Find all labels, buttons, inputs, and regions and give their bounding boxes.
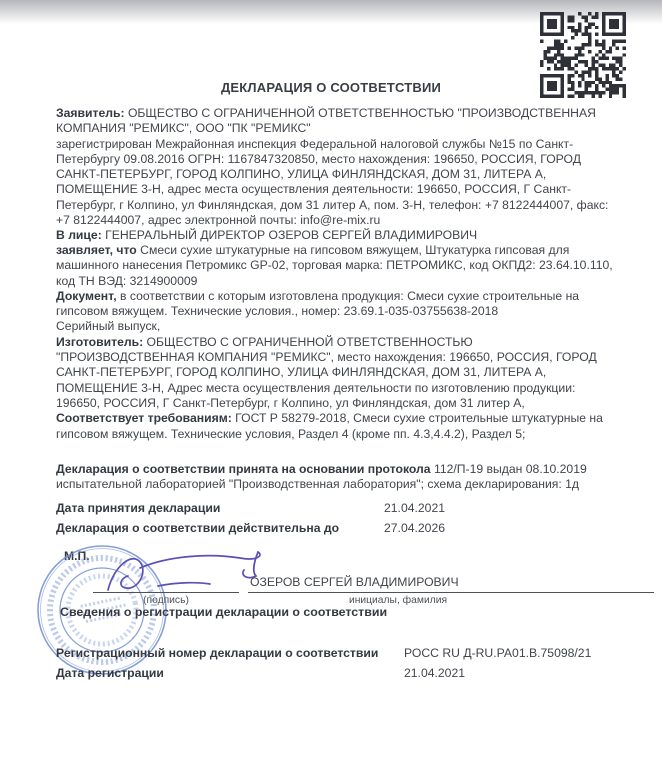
registration-number-label: Регистрационный номер декларации о соответствии bbox=[56, 646, 379, 660]
represented-by-value: ГЕНЕРАЛЬНЫЙ ДИРЕКТОР ОЗЕРОВ СЕРГЕЙ ВЛАДИМИРОВИЧ bbox=[101, 228, 478, 243]
registration-number-value: РОСС RU Д-RU.РА01.В.75098/21 bbox=[404, 646, 592, 660]
manufacturer-line bbox=[56, 335, 613, 411]
registration-date-value: 21.04.2021 bbox=[404, 666, 465, 681]
serial-line: Серийный выпуск, bbox=[56, 319, 161, 334]
applicant-registration: зарегистрирован Межрайонная инспекция Федеральной налоговой службы №15 по Санкт-Петербургу 09.08.2016 ОГРН: 1167847320850, место нахождения: 196650, РОССИЯ, ГОРОД САНКТ-ПЕТЕРБУРГ, ГОРОД КОЛПИНО, УЛИЦА ФИНЛЯНДСКАЯ, ДОМ 31, ЛИТЕРА А, ПОМЕЩЕНИЕ 3-Н, адрес места осуществления деятельности: 196650, РОССИЯ, Г Санкт-Петербург, г Колпино, ул Финляндская, дом 31 литер А, пом. 3-Н, телефон: +7 8122444007, факс: +7 8122444007, адрес электронной почты: info@re-mix.ru bbox=[56, 136, 609, 228]
basis-line bbox=[56, 462, 587, 491]
applicant-intro bbox=[56, 106, 596, 135]
document-line bbox=[56, 289, 613, 320]
page-title: ДЕКЛАРАЦИЯ О СООТВЕТСТВИИ bbox=[220, 80, 442, 95]
declares-line bbox=[56, 243, 613, 289]
registration-section-heading: Сведения о регистрации декларации о соответствии bbox=[60, 605, 388, 619]
document-label: Документ, bbox=[56, 288, 117, 303]
dates-block bbox=[56, 501, 613, 542]
valid-until-value: 27.04.2026 bbox=[384, 521, 445, 536]
registration-date-row bbox=[56, 666, 613, 681]
applicant-name: ОБЩЕСТВО С ОГРАНИЧЕННОЙ ОТВЕТСТВЕННОСТЬЮ "ПРОИЗВОДСТВЕННАЯ КОМПАНИЯ "РЕМИКС", ООО "ПК "РЕМИКС" bbox=[56, 106, 596, 136]
valid-until-row bbox=[56, 521, 613, 536]
conforms-line bbox=[56, 411, 613, 442]
registration-block bbox=[56, 646, 613, 687]
manufacturer-label: Изготовитель: bbox=[56, 334, 144, 349]
adoption-date-value: 21.04.2021 bbox=[384, 501, 445, 515]
applicant-label: Заявитель: bbox=[56, 106, 125, 120]
adoption-date-row bbox=[56, 501, 613, 516]
declaration-body bbox=[56, 243, 613, 442]
basis-value: 112/П-19 выдан 08.10.2019 испытательной лабораторией "Производственная лаборатория"; схема декларирования: 1д bbox=[56, 462, 587, 492]
basis-label: Декларация о соответствии принята на основании протокола bbox=[56, 462, 431, 476]
conforms-label: Соответствует требованиям: bbox=[56, 411, 232, 426]
represented-by-label: В лице: bbox=[56, 228, 102, 243]
applicant-paragraph bbox=[56, 106, 613, 244]
name-line bbox=[248, 592, 654, 593]
basis-paragraph bbox=[56, 462, 613, 493]
signature-caption: (подпись) bbox=[143, 595, 189, 606]
document-value: в соответствии с которым изготовлена продукция: Смеси сухие строительные на гипсовом вяжущем. Технические условия., номер: 23.69.1-035-03755638-2018 bbox=[56, 288, 580, 319]
name-caption: инициалы, фамилия bbox=[348, 595, 448, 606]
represented-by-line bbox=[56, 228, 613, 243]
valid-until-label: Декларация о соответствии действительна до bbox=[56, 521, 340, 536]
registration-date-label: Дата регистрации bbox=[56, 666, 164, 681]
adoption-date-label: Дата принятия декларации bbox=[56, 501, 221, 515]
seal-place-label: М.П. bbox=[64, 549, 90, 563]
manufacturer-value: ОБЩЕСТВО С ОГРАНИЧЕННОЙ ОТВЕТСТВЕННОСТЬЮ "ПРОИЗВОДСТВЕННАЯ КОМПАНИЯ "РЕМИКС", место нахождения: 196650, РОССИЯ, ГОРОД САНКТ-ПЕТЕРБУРГ, ГОРОД КОЛПИНО, УЛИЦА ФИНЛЯНДСКАЯ, ДОМ 31, ЛИТЕРА А, ПОМЕЩЕНИЕ 3-Н, Адрес места осуществления деятельности по изготовлению продукции: 196650, РОССИЯ, Г Санкт-Петербург, г Колпино, ул Финляндская, дом 31 литер А, bbox=[56, 334, 597, 410]
product-description: Смеси сухие штукатурные на гипсовом вяжущем, Штукатурка гипсовая для машинного нанесения Петромикс GP-02, торговая марка: ПЕТРОМИКС, код ОКПД2: 23.64.10.110, код ТН ВЭД: 3214900009 bbox=[56, 243, 613, 288]
signatory-name: ОЗЕРОВ СЕРГЕЙ ВЛАДИМИРОВИЧ bbox=[250, 575, 459, 589]
registration-number-row bbox=[56, 646, 613, 661]
declares-label: заявляет, что bbox=[56, 243, 137, 257]
signature-line bbox=[93, 592, 239, 593]
conforms-value: ГОСТ Р 58279-2018, Смеси сухие строительные штукатурные на гипсовом вяжущем. Технические условия, Раздел 4 (кроме пп. 4.3,4.4.2), Раздел 5; bbox=[56, 411, 603, 441]
handwritten-signature-icon bbox=[98, 546, 283, 598]
